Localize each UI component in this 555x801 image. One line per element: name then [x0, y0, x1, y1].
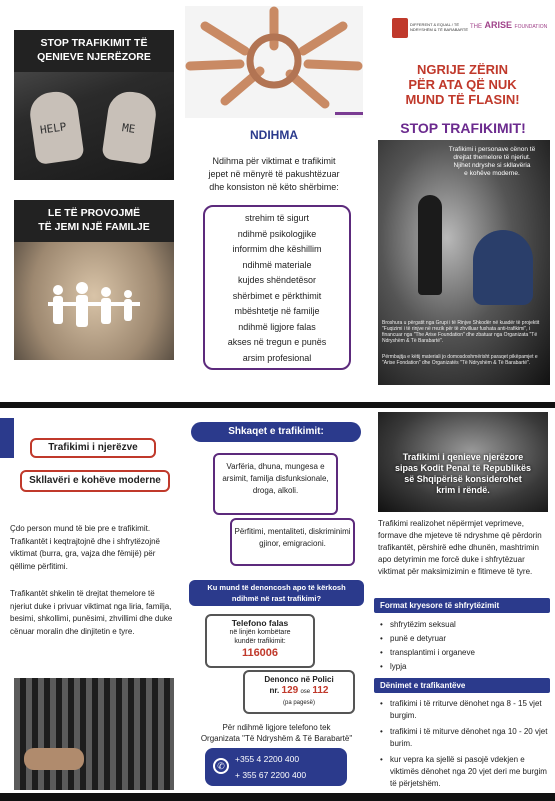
service-item: informim dhe këshillim — [232, 244, 322, 254]
report-title-l1: Ku mund të denoncosh apo të kërkosh — [207, 583, 346, 592]
forms-item: • shfrytëzim seksual — [380, 618, 550, 632]
hotline-box — [205, 614, 315, 668]
title-banner-1 — [14, 30, 174, 72]
photo-text-l2: drejtat themelore të njeriut. — [453, 154, 531, 161]
hand-photo — [378, 412, 548, 512]
slogan-l2: PËR ATA QË NUK — [408, 77, 517, 92]
service-item: kujdes shëndetësor — [237, 275, 317, 285]
slogan-l1: NGRIJE ZËRIN — [416, 62, 508, 77]
bottom-bar — [0, 793, 555, 801]
definition-p2: Trafikantët shkelin të drejtat themelore të njeriut duke i privuar viktimat nga liria, familja, besimi, shkollimi, punësimi, zhvillimi dhe duke cënuar moralin dhe dinjitetin e tyre. — [10, 589, 173, 636]
legal-l1: Për ndihmë ligjore telefono tek — [222, 723, 331, 732]
slavery-box: Skllavëri e kohëve moderne — [20, 470, 170, 492]
hand-photo-caption — [378, 452, 548, 496]
phone-1[interactable]: +355 4 2200 400 — [235, 754, 300, 764]
penalty-item: • trafikimi i të rriturve dënohet nga 8 - 15 vjet burgim. — [380, 698, 550, 722]
police-nr: nr. — [269, 686, 280, 695]
arise-the: THE — [470, 24, 482, 30]
law-photo-l1: Trafikimi i qenieve njerëzore — [402, 452, 524, 462]
forms-list — [380, 618, 550, 674]
arise-name: ARISE — [484, 20, 513, 30]
hotline-l2: në linjën kombëtare — [229, 629, 291, 636]
service-item: akses në tregun e punës — [227, 337, 327, 347]
panel-causes — [185, 408, 370, 793]
title-line-1: STOP TRAFIKIMIT TË — [40, 37, 148, 49]
police-ose: ose — [300, 689, 311, 695]
penalty-title: Dënimet e trafikantëve — [374, 678, 550, 693]
linked-hands-photo — [185, 6, 363, 118]
law-photo-l2: sipas Kodit Penal të Republikës — [394, 463, 532, 473]
logo-arise — [470, 20, 548, 50]
report-title-l2: ndihmë në rast trafikimi? — [231, 594, 322, 603]
forms-item: • punë e detyruar — [380, 632, 550, 646]
phone-2[interactable]: + 355 67 2200 400 — [235, 770, 307, 780]
help-heading: NDIHMA — [250, 128, 298, 142]
sub-line-2: TË JEMI NJË FAMILJE — [38, 221, 150, 233]
footnote-2: Përmbajtja e këtij materiali jo domosdoshmërisht paraqet pikëpamjet e "Arise Fondation" dhe Organizatës "Të Ndryshëm & Të Barabartë". — [382, 354, 538, 366]
footnote-1: Broshura u përgatit nga Grupi i të Rinjve Shkodër në kuadër të projektit "Fuqizimi i të rinjve në rrezik për të zhvilluar fushata anti-trafikimi", i financuar nga "The Arise Foundation" dhe zbatuar nga Organizata "Të Ndryshëm & Të Barabartë". — [382, 320, 540, 344]
service-item: ndihmë materiale — [242, 259, 312, 270]
panel-cover-left — [0, 0, 185, 385]
title-banner-2 — [14, 200, 174, 242]
shadow-figure — [418, 195, 442, 295]
penalty-item: • trafikimi i të miturve dënohet nga 10 - 20 vjet burim. — [380, 726, 550, 750]
blue-corner — [0, 418, 14, 458]
slogan — [380, 62, 545, 107]
hotline-l3: kundër trafikimit: — [234, 638, 286, 645]
panel-help — [185, 0, 370, 385]
forms-item: • lypja — [380, 660, 550, 674]
help-intro-l1: Ndihma për viktimat e trafikimit — [212, 156, 336, 166]
definition-p1: Çdo person mund të bie pre e trafikimit. Trafikantët i keqtrajtojnë dhe i shfrytëzojnë viktimat (burra, gra, vajza dhe fëmijë) për qëllime përfitimi. — [10, 524, 161, 571]
police-numbers — [245, 685, 353, 698]
purple-divider — [335, 112, 363, 115]
photo-text-l3: Njihet ndryshe si skllavëria — [453, 162, 531, 169]
crouching-figure — [473, 230, 533, 305]
shadow-photo — [378, 140, 550, 385]
linked-hands-icon — [185, 6, 363, 118]
penalty-list — [380, 698, 550, 790]
phone-icon: ✆ — [213, 758, 229, 774]
service-item: mbështetje në familje — [234, 306, 320, 316]
forms-item: • transplantimi i organeve — [380, 646, 550, 660]
gate-photo — [14, 678, 174, 790]
service-item: ndihmë psikologjike — [237, 228, 317, 239]
police-box — [243, 670, 355, 714]
palm-left-text: HELP — [39, 120, 68, 137]
forms-title: Format kryesore të shfrytëzimit — [374, 598, 550, 613]
trafficking-box: Trafikimi i njerëzve — [30, 438, 156, 458]
law-photo-l3: së Shqipërisë konsiderohet — [404, 474, 522, 484]
legal-l2: Organizata "Të Ndryshëm & Të Barabartë" — [200, 734, 353, 743]
page-separator — [0, 388, 555, 402]
hand-cash — [24, 748, 84, 770]
causes-title: Shkaqet e trafikimit: — [191, 422, 361, 442]
panel-law — [370, 408, 555, 793]
arise-foundation: FOUNDATION — [514, 24, 548, 30]
paper-family-icon — [44, 280, 144, 330]
causes-box-1: Varfëria, dhuna, mungesa e arsimit, familja disfunksionale, droga, alkoli. — [213, 453, 338, 515]
service-item: ndihmë ligjore falas — [238, 321, 316, 332]
help-intro-l3: dhe konsiston në këto shërbime: — [209, 182, 339, 192]
police-l1: Denonco në Polici — [264, 675, 334, 684]
service-item: strehim të sigurt — [244, 213, 310, 223]
help-intro-l2: jepet në mënyrë të pakushtëzuar — [208, 169, 340, 179]
service-item: arsim profesional — [242, 352, 312, 363]
hotline-l1: Telefono falas — [231, 618, 289, 628]
sub-line-1: LE TË PROVOJMË — [47, 207, 141, 219]
hotline-number[interactable]: 116006 — [241, 647, 279, 659]
stop-title: STOP TRAFIKIMIT! — [400, 120, 526, 136]
police-note: (pa pagesë) — [282, 700, 316, 706]
shadow-caption — [440, 146, 544, 178]
palm-right-text: ME — [121, 121, 137, 136]
logo-mark — [392, 18, 408, 38]
causes-box-2: Përfitimi, mentaliteti, diskriminimi gjinor, emigracioni. — [230, 518, 355, 566]
help-intro — [185, 155, 363, 194]
law-photo-l4: krim i rëndë. — [436, 485, 490, 495]
paper-family-photo — [14, 200, 174, 360]
legal-help — [189, 722, 364, 744]
logo-diff-equal — [392, 18, 472, 52]
police-129[interactable]: 129 — [281, 685, 299, 696]
service-item: shërbimet e përkthimit — [232, 290, 322, 301]
phone-box — [205, 748, 347, 786]
photo-text-l1: Trafikimi i personave cënon të — [448, 146, 536, 153]
penalty-item: • kur vepra ka sjellë si pasojë vdekjen e viktimës dënohet nga 20 vjet deri me burgim të përjetshëm. — [380, 754, 550, 790]
panel-definition — [0, 408, 185, 793]
police-112[interactable]: 112 — [312, 685, 329, 696]
report-title — [189, 580, 364, 606]
law-intro: Trafikimi realizohet nëpërmjet veprimeve, formave dhe mjeteve të ndryshme që përdorin trafikantët, përshirë edhe dhunën, mashtrimin apo detyrimin me forcë duke i shfrytëzuar viktimat për maksimizimin e fitimeve të tyre. — [378, 519, 542, 576]
help-hands-photo — [14, 30, 174, 180]
title-line-2: QENIEVE NJERËZORE — [37, 51, 151, 63]
services-box — [203, 205, 351, 370]
logo-caption: DIFFERENT & EQUAL / TË NDRYSHËM & TË BARABARTË — [410, 22, 469, 32]
slogan-l3: MUND TË FLASIN! — [405, 92, 520, 107]
panel-cover-right — [370, 0, 555, 385]
photo-text-l4: e kohëve moderne. — [464, 170, 520, 177]
